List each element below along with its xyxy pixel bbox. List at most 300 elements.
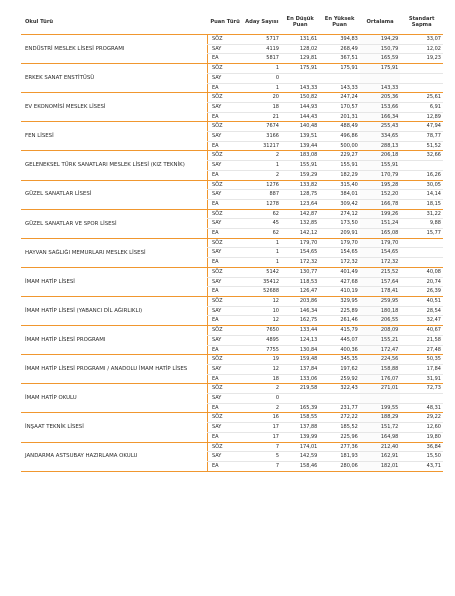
max-score-cell: 231,77 [319,403,359,413]
school-type-name: ERKEK SANAT ENSTİTÜSÜ [21,64,207,93]
table-row [21,209,443,219]
average-cell: 271,01 [360,384,400,394]
min-score-cell: 179,70 [281,238,319,248]
average-cell: 143,33 [360,83,400,93]
candidate-count-cell: 18 [243,374,281,384]
candidate-count-cell: 7650 [243,326,281,336]
std-dev-cell: 9,88 [400,219,443,229]
min-score-cell: 133,06 [281,374,319,384]
max-score-cell: 309,42 [319,199,359,209]
std-dev-cell: 12,60 [400,423,443,433]
candidate-count-cell: 5717 [243,35,281,45]
max-score-cell: 315,40 [319,180,359,190]
average-cell: 151,24 [360,219,400,229]
header-score-type: Puan Türü [207,10,242,35]
max-score-cell: 155,91 [319,161,359,171]
std-dev-cell [400,161,443,171]
std-dev-cell: 19,80 [400,432,443,442]
max-score-cell: 268,49 [319,44,359,54]
school-type-name: FEN LİSESİ [21,122,207,151]
average-cell: 188,29 [360,413,400,423]
candidate-count-cell: 35412 [243,277,281,287]
average-cell: 154,65 [360,248,400,258]
max-score-cell: 394,83 [319,35,359,45]
std-dev-cell: 33,07 [400,35,443,45]
std-dev-cell [400,248,443,258]
candidate-count-cell: 7 [243,442,281,452]
score-type-cell: SAY [207,190,242,200]
candidate-count-cell: 19 [243,355,281,365]
average-cell: 212,40 [360,442,400,452]
score-type-cell: SAY [207,394,242,404]
max-score-cell: 170,57 [319,102,359,112]
min-score-cell: 130,77 [281,267,319,277]
min-score-cell: 130,84 [281,345,319,355]
min-score-cell: 159,29 [281,170,319,180]
candidate-count-cell: 62 [243,229,281,239]
average-cell [360,73,400,83]
score-type-cell: SÖZ [207,413,242,423]
max-score-cell: 197,62 [319,364,359,374]
score-type-cell: EA [207,83,242,93]
candidate-count-cell: 62 [243,209,281,219]
min-score-cell: 126,47 [281,287,319,297]
min-score-cell: 139,51 [281,132,319,142]
candidate-count-cell: 12 [243,364,281,374]
score-type-cell: SAY [207,44,242,54]
std-dev-cell: 29,22 [400,413,443,423]
average-cell: 165,59 [360,54,400,64]
score-type-cell: EA [207,141,242,151]
average-cell: 157,64 [360,277,400,287]
std-dev-cell: 14,14 [400,190,443,200]
std-dev-cell: 19,23 [400,54,443,64]
candidate-count-cell: 16 [243,413,281,423]
candidate-count-cell: 1 [243,64,281,74]
average-cell: 208,09 [360,326,400,336]
score-type-cell: EA [207,199,242,209]
score-type-cell: EA [207,461,242,471]
average-cell: 170,79 [360,170,400,180]
min-score-cell: 158,55 [281,413,319,423]
average-cell: 255,43 [360,122,400,132]
score-type-cell: EA [207,112,242,122]
std-dev-cell: 17,84 [400,364,443,374]
std-dev-cell: 25,61 [400,93,443,103]
average-cell: 158,88 [360,364,400,374]
average-cell: 179,70 [360,238,400,248]
min-score-cell [281,73,319,83]
table-row [21,35,443,45]
std-dev-cell: 12,89 [400,112,443,122]
max-score-cell: 488,49 [319,122,359,132]
average-cell: 259,95 [360,296,400,306]
std-dev-cell: 26,39 [400,287,443,297]
max-score-cell: 181,93 [319,452,359,462]
max-score-cell: 247,24 [319,93,359,103]
max-score-cell: 384,01 [319,190,359,200]
score-statistics-table [21,10,443,472]
min-score-cell: 140,48 [281,122,319,132]
max-score-cell: 261,46 [319,316,359,326]
school-type-name: İMAM HATİP LİSESİ PROGRAMI [21,326,207,355]
max-score-cell: 229,27 [319,151,359,161]
average-cell: 194,29 [360,35,400,45]
candidate-count-cell: 20 [243,93,281,103]
candidate-count-cell: 1 [243,248,281,258]
candidate-count-cell: 3166 [243,132,281,142]
score-type-cell: EA [207,432,242,442]
std-dev-cell: 32,47 [400,316,443,326]
max-score-cell: 445,07 [319,335,359,345]
std-dev-cell [400,394,443,404]
average-cell: 206,55 [360,316,400,326]
score-type-cell: SAY [207,73,242,83]
max-score-cell: 272,22 [319,413,359,423]
table-row [21,93,443,103]
average-cell [360,394,400,404]
table-row [21,326,443,336]
score-type-cell: EA [207,170,242,180]
average-cell: 166,78 [360,199,400,209]
table-row [21,122,443,132]
candidate-count-cell: 1 [243,238,281,248]
candidate-count-cell: 7674 [243,122,281,132]
max-score-cell: 182,29 [319,170,359,180]
score-type-cell: SÖZ [207,355,242,365]
average-cell: 155,21 [360,335,400,345]
min-score-cell: 137,84 [281,364,319,374]
score-type-cell: SÖZ [207,180,242,190]
average-cell: 150,79 [360,44,400,54]
candidate-count-cell: 7 [243,461,281,471]
average-cell: 178,41 [360,287,400,297]
candidate-count-cell: 4119 [243,44,281,54]
min-score-cell: 175,91 [281,64,319,74]
std-dev-cell: 47,94 [400,122,443,132]
min-score-cell: 124,13 [281,335,319,345]
candidate-count-cell: 4895 [243,335,281,345]
school-type-name: GÜZEL SANATLAR VE SPOR LİSESİ [21,209,207,238]
std-dev-cell: 28,54 [400,306,443,316]
min-score-cell: 139,99 [281,432,319,442]
average-cell: 334,65 [360,132,400,142]
max-score-cell [319,73,359,83]
score-type-cell: EA [207,403,242,413]
max-score-cell [319,394,359,404]
min-score-cell: 139,44 [281,141,319,151]
score-type-cell: EA [207,229,242,239]
min-score-cell: 128,02 [281,44,319,54]
max-score-cell: 172,32 [319,258,359,268]
max-score-cell: 209,91 [319,229,359,239]
max-score-cell: 427,68 [319,277,359,287]
candidate-count-cell: 18 [243,102,281,112]
header-candidate-count: Aday Sayısı [243,10,281,35]
candidate-count-cell: 0 [243,394,281,404]
min-score-cell: 219,58 [281,384,319,394]
min-score-cell: 146,34 [281,306,319,316]
min-score-cell: 158,46 [281,461,319,471]
max-score-cell: 201,31 [319,112,359,122]
table-row [21,355,443,365]
max-score-cell: 225,96 [319,432,359,442]
candidate-count-cell: 1278 [243,199,281,209]
school-type-name: ENDÜSTRİ MESLEK LİSESİ PROGRAMI [21,35,207,64]
school-type-name: GELENEKSEL TÜRK SANATLARI MESLEK LİSESİ (KIZ TEKNİK) [21,151,207,180]
min-score-cell: 128,75 [281,190,319,200]
std-dev-cell: 51,52 [400,141,443,151]
candidate-count-cell: 45 [243,219,281,229]
candidate-count-cell: 2 [243,403,281,413]
max-score-cell: 410,19 [319,287,359,297]
std-dev-cell: 18,15 [400,199,443,209]
score-type-cell: SÖZ [207,35,242,45]
std-dev-cell: 40,51 [400,296,443,306]
min-score-cell: 133,82 [281,180,319,190]
header-max-score: En Yüksek Puan [319,10,359,35]
max-score-cell: 154,65 [319,248,359,258]
std-dev-cell: 15,77 [400,229,443,239]
average-cell: 180,18 [360,306,400,316]
std-dev-cell: 40,08 [400,267,443,277]
min-score-cell: 203,86 [281,296,319,306]
average-cell: 155,91 [360,161,400,171]
min-score-cell: 137,88 [281,423,319,433]
max-score-cell: 322,43 [319,384,359,394]
candidate-count-cell: 1 [243,258,281,268]
candidate-count-cell: 2 [243,384,281,394]
candidate-count-cell: 1 [243,83,281,93]
std-dev-cell: 15,50 [400,452,443,462]
max-score-cell: 225,89 [319,306,359,316]
average-cell: 176,07 [360,374,400,384]
std-dev-cell: 27,48 [400,345,443,355]
score-type-cell: SÖZ [207,296,242,306]
candidate-count-cell: 5817 [243,54,281,64]
school-type-name: İNŞAAT TEKNİK LİSESİ [21,413,207,442]
max-score-cell: 277,36 [319,442,359,452]
max-score-cell: 345,35 [319,355,359,365]
school-type-name: İMAM HATİP LİSESİ (YABANCI DİL AĞIRLIKLI) [21,296,207,325]
min-score-cell: 123,64 [281,199,319,209]
table-row [21,267,443,277]
min-score-cell: 183,08 [281,151,319,161]
average-cell: 215,52 [360,267,400,277]
table-row [21,238,443,248]
average-cell: 288,13 [360,141,400,151]
std-dev-cell: 31,22 [400,209,443,219]
std-dev-cell: 12,02 [400,44,443,54]
candidate-count-cell: 2 [243,151,281,161]
candidate-count-cell: 2 [243,170,281,180]
score-type-cell: SÖZ [207,209,242,219]
min-score-cell: 133,44 [281,326,319,336]
std-dev-cell: 36,84 [400,442,443,452]
min-score-cell: 142,12 [281,229,319,239]
school-type-name: HAYVAN SAĞLIĞI MEMURLARI MESLEK LİSESİ [21,238,207,267]
header-min-score: En Düşük Puan [281,10,319,35]
max-score-cell: 175,91 [319,64,359,74]
school-type-name: JANDARMA ASTSUBAY HAZIRLAMA OKULU [21,442,207,471]
candidate-count-cell: 31217 [243,141,281,151]
average-cell: 195,28 [360,180,400,190]
school-type-name: GÜZEL SANATLAR LİSESİ [21,180,207,209]
max-score-cell: 415,79 [319,326,359,336]
std-dev-cell [400,73,443,83]
candidate-count-cell: 10 [243,306,281,316]
max-score-cell: 500,00 [319,141,359,151]
score-type-cell: SAY [207,219,242,229]
average-cell: 224,56 [360,355,400,365]
candidate-count-cell: 5142 [243,267,281,277]
candidate-count-cell: 5 [243,452,281,462]
statistics-table-container [21,10,443,472]
school-type-name: İMAM HATİP OKULU [21,384,207,413]
std-dev-cell [400,238,443,248]
min-score-cell: 155,91 [281,161,319,171]
candidate-count-cell: 7755 [243,345,281,355]
score-type-cell: SÖZ [207,384,242,394]
score-type-cell: SÖZ [207,326,242,336]
table-row [21,151,443,161]
min-score-cell: 118,53 [281,277,319,287]
min-score-cell: 132,85 [281,219,319,229]
candidate-count-cell: 0 [243,73,281,83]
max-score-cell: 401,49 [319,267,359,277]
min-score-cell: 144,93 [281,102,319,112]
score-type-cell: SÖZ [207,151,242,161]
max-score-cell: 173,50 [319,219,359,229]
min-score-cell: 131,61 [281,35,319,45]
average-cell: 153,66 [360,102,400,112]
std-dev-cell: 48,31 [400,403,443,413]
average-cell: 172,47 [360,345,400,355]
table-row [21,64,443,74]
min-score-cell: 154,65 [281,248,319,258]
min-score-cell: 172,32 [281,258,319,268]
std-dev-cell: 32,66 [400,151,443,161]
score-type-cell: SAY [207,102,242,112]
max-score-cell: 496,86 [319,132,359,142]
score-type-cell: SÖZ [207,442,242,452]
candidate-count-cell: 17 [243,423,281,433]
max-score-cell: 274,12 [319,209,359,219]
max-score-cell: 400,36 [319,345,359,355]
average-cell: 165,08 [360,229,400,239]
max-score-cell: 185,52 [319,423,359,433]
table-row [21,296,443,306]
candidate-count-cell: 12 [243,316,281,326]
std-dev-cell: 6,91 [400,102,443,112]
school-type-name: EV EKONOMİSİ MESLEK LİSESİ [21,93,207,122]
score-type-cell: SAY [207,277,242,287]
average-cell: 166,34 [360,112,400,122]
std-dev-cell: 31,91 [400,374,443,384]
average-cell: 172,32 [360,258,400,268]
std-dev-cell: 72,73 [400,384,443,394]
max-score-cell: 179,70 [319,238,359,248]
std-dev-cell: 20,74 [400,277,443,287]
std-dev-cell: 21,58 [400,335,443,345]
score-type-cell: EA [207,316,242,326]
score-type-cell: SAY [207,248,242,258]
candidate-count-cell: 887 [243,190,281,200]
min-score-cell: 129,81 [281,54,319,64]
candidate-count-cell: 52688 [243,287,281,297]
score-type-cell: EA [207,287,242,297]
average-cell: 151,72 [360,423,400,433]
std-dev-cell: 40,67 [400,326,443,336]
score-type-cell: SÖZ [207,238,242,248]
score-type-cell: EA [207,258,242,268]
min-score-cell: 142,59 [281,452,319,462]
average-cell: 199,26 [360,209,400,219]
table-row [21,384,443,394]
candidate-count-cell: 1 [243,161,281,171]
average-cell: 206,18 [360,151,400,161]
school-type-name: İMAM HATİP LİSESİ [21,267,207,296]
school-type-name: İMAM HATİP LİSESİ PROGRAMI / ANADOLU İMAM HATİP LİSES [21,355,207,384]
max-score-cell: 367,51 [319,54,359,64]
score-type-cell: SAY [207,161,242,171]
score-type-cell: EA [207,54,242,64]
score-type-cell: SAY [207,335,242,345]
score-type-cell: EA [207,374,242,384]
header-average: Ortalama [360,10,400,35]
average-cell: 152,20 [360,190,400,200]
header-school-type: Okul Türü [21,10,207,35]
min-score-cell [281,394,319,404]
candidate-count-cell: 12 [243,296,281,306]
min-score-cell: 165,39 [281,403,319,413]
score-type-cell: SAY [207,423,242,433]
score-type-cell: SÖZ [207,64,242,74]
std-dev-cell: 50,35 [400,355,443,365]
candidate-count-cell: 17 [243,432,281,442]
header-std-dev: Standart Sapma [400,10,443,35]
min-score-cell: 144,43 [281,112,319,122]
score-type-cell: SAY [207,132,242,142]
average-cell: 162,91 [360,452,400,462]
std-dev-cell: 43,71 [400,461,443,471]
table-row [21,442,443,452]
score-type-cell: SÖZ [207,93,242,103]
average-cell: 199,55 [360,403,400,413]
table-row [21,180,443,190]
average-cell: 205,36 [360,93,400,103]
candidate-count-cell: 1276 [243,180,281,190]
max-score-cell: 280,06 [319,461,359,471]
score-type-cell: SAY [207,452,242,462]
std-dev-cell [400,83,443,93]
average-cell: 175,91 [360,64,400,74]
average-cell: 164,98 [360,432,400,442]
min-score-cell: 143,33 [281,83,319,93]
min-score-cell: 150,82 [281,93,319,103]
max-score-cell: 143,33 [319,83,359,93]
min-score-cell: 159,48 [281,355,319,365]
std-dev-cell: 16,26 [400,170,443,180]
max-score-cell: 259,92 [319,374,359,384]
table-row [21,413,443,423]
std-dev-cell [400,258,443,268]
score-type-cell: SAY [207,364,242,374]
std-dev-cell: 78,77 [400,132,443,142]
average-cell: 182,01 [360,461,400,471]
std-dev-cell: 30,05 [400,180,443,190]
score-type-cell: EA [207,345,242,355]
